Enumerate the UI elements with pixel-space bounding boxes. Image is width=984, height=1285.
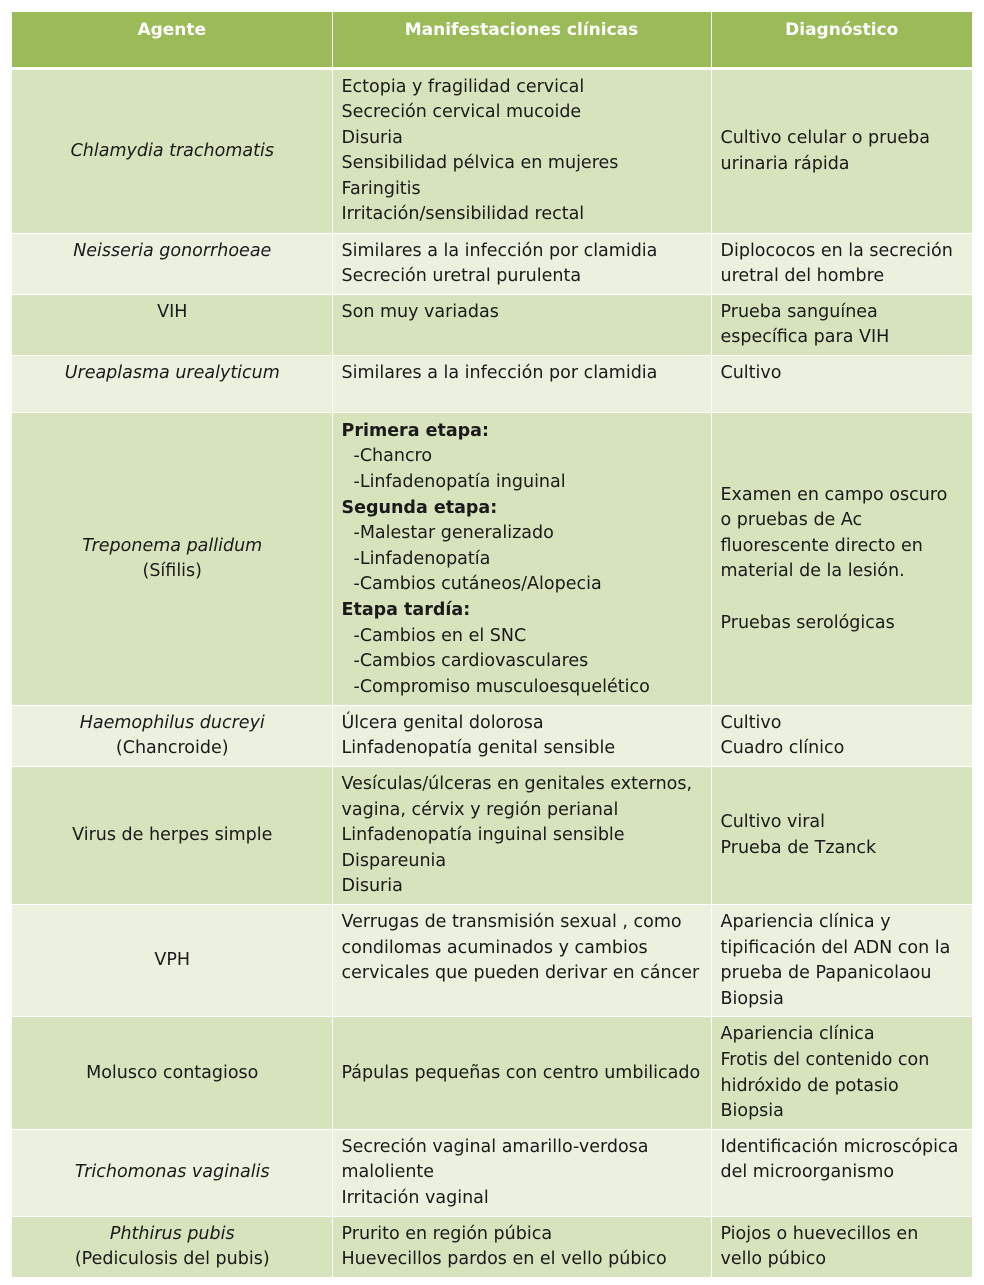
diagnosis-cell: Piojos o huevecillos en vello púbico: [711, 1216, 972, 1277]
agent-cell: Phthirus pubis (Pediculosis del pubis): [12, 1216, 332, 1277]
manifestations-cell: Verrugas de transmisión sexual , como condilomas acuminados y cambios cervicales que pueden derivar en cáncer: [332, 905, 711, 1017]
header-diagnosis: Diagnóstico: [711, 12, 972, 68]
diagnosis-cell: Identificación microscópica del microorganismo: [711, 1129, 972, 1216]
table-row: [12, 905, 972, 1017]
diagnosis-cell: Prueba sanguínea específica para VIH: [711, 294, 972, 355]
manifestations-cell: Ectopia y fragilidad cervical Secreción cervical mucoide Disuria Sensibilidad pélvica en mujeres Faringitis Irritación/sensibilidad rectal: [332, 68, 711, 233]
diagnosis-cell: Examen en campo oscuro o pruebas de Ac fluorescente directo en material de la lesión. Pruebas serológicas: [711, 412, 972, 705]
stage-title: Segunda etapa:: [341, 497, 498, 518]
header-row: [12, 12, 972, 68]
table-row: [12, 233, 972, 294]
diagnosis-cell: Cultivo viral Prueba de Tzanck: [711, 767, 972, 905]
manifestations-cell: Son muy variadas: [332, 294, 711, 355]
header-manifestations: Manifestaciones clínicas: [332, 12, 711, 68]
manifestations-cell: Secreción vaginal amarillo-verdosa maloliente Irritación vaginal: [332, 1129, 711, 1216]
manifestations-cell: Pápulas pequeñas con centro umbilicado: [332, 1017, 711, 1129]
stage-title: Primera etapa:: [341, 420, 489, 441]
agent-cell: VIH: [12, 294, 332, 355]
diagnosis-cell: Cultivo celular o prueba urinaria rápida: [711, 68, 972, 233]
diagnosis-cell: Apariencia clínica Frotis del contenido con hidróxido de potasio Biopsia: [711, 1017, 972, 1129]
table-row: [12, 1017, 972, 1129]
agent-cell: Neisseria gonorrhoeae: [12, 233, 332, 294]
agent-cell: Virus de herpes simple: [12, 767, 332, 905]
manifestations-cell: Úlcera genital dolorosa Linfadenopatía genital sensible: [332, 705, 711, 766]
table-row: [12, 294, 972, 355]
table-row: [12, 1216, 972, 1277]
diagnosis-cell: Cultivo Cuadro clínico: [711, 705, 972, 766]
table-row: [12, 1129, 972, 1216]
table-row: [12, 355, 972, 412]
table-row: [12, 767, 972, 905]
agent-cell: Ureaplasma urealyticum: [12, 355, 332, 412]
agent-cell: Haemophilus ducreyi (Chancroide): [12, 705, 332, 766]
stage-title: Etapa tardía:: [341, 600, 471, 621]
agent-cell: Chlamydia trachomatis: [12, 68, 332, 233]
manifestations-cell: Primera etapa: -Chancro -Linfadenopatía inguinal Segunda etapa: -Malestar generalizado -Linfadenopatía -Cambios cutáneos/Alopecia Etapa tardía: -Cambios en el SNC -Cambios cardiovasculares -Compromiso musculoesquelético: [332, 412, 711, 705]
manifestations-cell: Prurito en región púbica Huevecillos pardos en el vello púbico: [332, 1216, 711, 1277]
table-row: [12, 412, 972, 705]
diagnosis-cell: Diplococos en la secreción uretral del hombre: [711, 233, 972, 294]
agent-cell: VPH: [12, 905, 332, 1017]
agent-cell: Trichomonas vaginalis: [12, 1129, 332, 1216]
manifestations-cell: Similares a la infección por clamidia: [332, 355, 711, 412]
agent-cell: Treponema pallidum (Sífilis): [12, 412, 332, 705]
sti-table: [12, 12, 972, 1277]
diagnosis-cell: Cultivo: [711, 355, 972, 412]
agent-cell: Molusco contagioso: [12, 1017, 332, 1129]
manifestations-cell: Similares a la infección por clamidia Secreción uretral purulenta: [332, 233, 711, 294]
table-row: [12, 705, 972, 766]
diagnosis-cell: Apariencia clínica y tipificación del ADN con la prueba de Papanicolaou Biopsia: [711, 905, 972, 1017]
table-row: [12, 68, 972, 233]
header-agent: Agente: [12, 12, 332, 68]
manifestations-cell: Vesículas/úlceras en genitales externos, vagina, cérvix y región perianal Linfadenopatía inguinal sensible Dispareunia Disuria: [332, 767, 711, 905]
